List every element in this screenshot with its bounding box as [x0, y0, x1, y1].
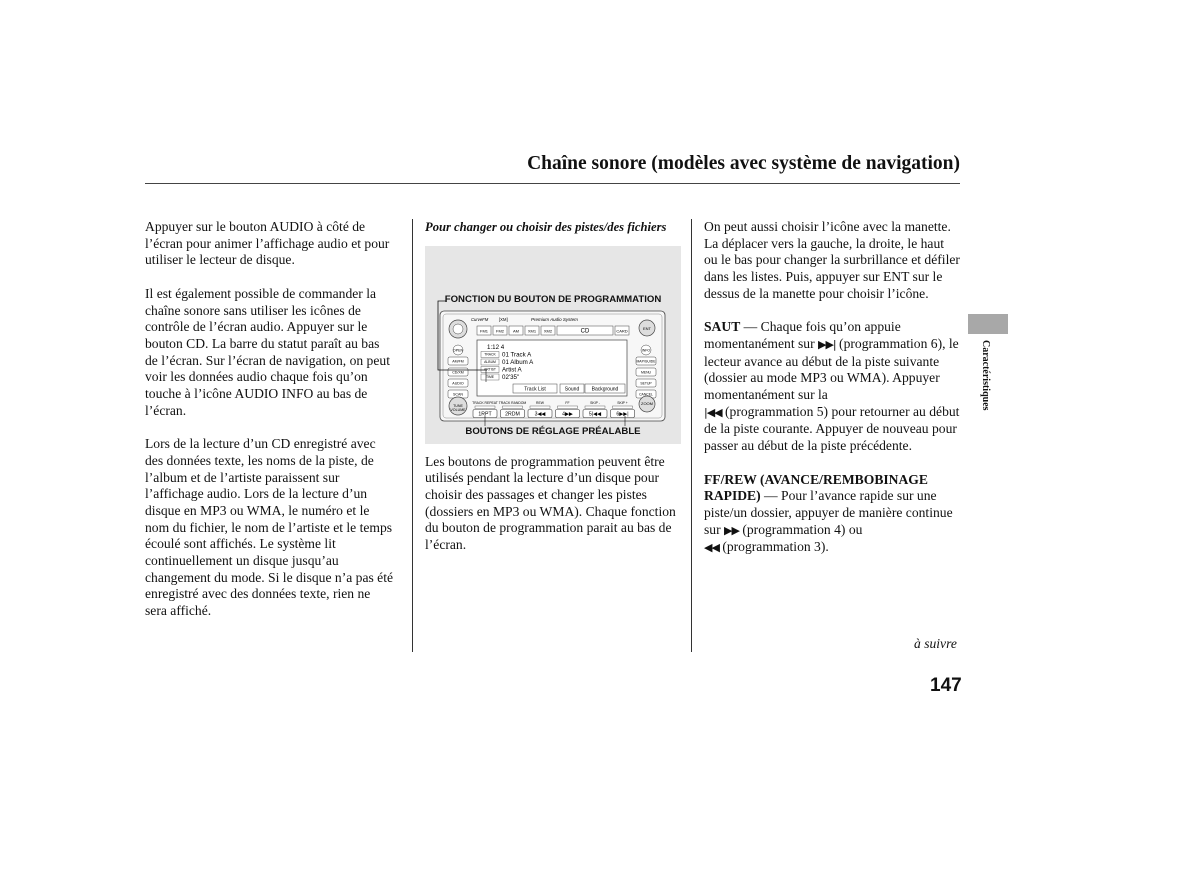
svg-text:CANCEL: CANCEL — [639, 392, 653, 396]
right-side-button[interactable] — [636, 368, 656, 376]
brand-label: Premium Audio System — [531, 316, 578, 322]
preset-function-label: FF — [565, 400, 570, 405]
svg-text:ZOOM: ZOOM — [641, 400, 653, 406]
svg-text:TIME: TIME — [485, 374, 495, 379]
svg-text:MAP/GUIDE: MAP/GUIDE — [636, 359, 656, 363]
svg-text:2RDM: 2RDM — [505, 410, 520, 417]
svg-text:ENT: ENT — [643, 325, 651, 331]
left-side-button[interactable] — [448, 379, 468, 387]
page-title: Chaîne sonore (modèles avec système de navigation) — [527, 153, 960, 174]
screen-button[interactable] — [560, 384, 584, 393]
column-middle — [425, 219, 683, 570]
left-side-button[interactable] — [453, 345, 464, 355]
svg-text:SETUP: SETUP — [640, 381, 652, 385]
screen-row — [481, 351, 532, 358]
paragraph: Les boutons de programmation peuvent être utilisés pendant la lecture d’un disque pour choisir des passages et changer les pistes (dossiers en MP3 ou WMA). Chaque fonction du bouton de programmation parait au bas de l’écran. — [425, 453, 676, 553]
column-divider — [691, 219, 692, 652]
preset-function-label: TRACK REPEAT — [472, 400, 498, 405]
preset-function-label: SKIP - — [590, 400, 600, 405]
screen-row — [487, 344, 505, 351]
screen-button[interactable] — [513, 384, 557, 393]
svg-text:AM: AM — [513, 328, 519, 333]
svg-text:FM2: FM2 — [496, 328, 504, 333]
svg-text:1RPT: 1RPT — [478, 410, 492, 417]
preset-function-label: SKIP + — [617, 400, 628, 405]
ffrew-paragraph: FF/REW (AVANCE/REMBOBINAGE RAPIDE) — Pour l’avance rapide sur une piste/un dossier, appuyer de manière continue sur ▶▶ (programmation 4) ou ◀◀ (programmation 3). — [704, 471, 953, 555]
saut-paragraph: SAUT — Chaque fois qu’on appuie momentanément sur ▶▶| (programmation 6), le lecteur avance au début de la piste suivante (dossier au mode MP3 ou WMA). Appuyer momentanément sur la |◀◀ (programmation 5) pour retourner au début de la piste courante. Appuyer de nouveau pour passer au début de la piste précédente. — [704, 319, 960, 454]
svg-text:MENU: MENU — [641, 370, 651, 374]
source-tab[interactable] — [493, 326, 507, 335]
preset-function-label: REW — [536, 400, 544, 405]
column-divider — [412, 219, 413, 652]
svg-text:XM1: XM1 — [527, 328, 537, 333]
figure-label-bottom: BOUTONS DE RÉGLAGE PRÉALABLE — [465, 425, 641, 437]
figure-label-top: FONCTION DU BOUTON DE PROGRAMMATION — [444, 293, 662, 305]
right-side-button[interactable] — [636, 357, 656, 365]
svg-text:01 Track A: 01 Track A — [502, 351, 532, 358]
svg-text:02'35": 02'35" — [502, 373, 520, 381]
svg-text:SCAN: SCAN — [453, 392, 463, 396]
svg-text:FM1: FM1 — [480, 328, 488, 333]
source-tab[interactable] — [525, 326, 539, 335]
source-tab[interactable] — [477, 326, 491, 335]
skip-back-icon: |◀◀ — [704, 405, 722, 419]
source-tab[interactable] — [509, 326, 523, 335]
svg-text:ARTIST: ARTIST — [484, 367, 496, 372]
audio-unit-diagram — [425, 246, 681, 444]
term-saut: SAUT — [704, 319, 741, 335]
svg-text:OPEN: OPEN — [452, 348, 464, 352]
svg-text:Artist A: Artist A — [502, 366, 522, 373]
svg-text:TRACK: TRACK — [484, 352, 496, 357]
svg-text:6▶▶|: 6▶▶| — [616, 410, 629, 417]
svg-text:[XM]: [XM] — [499, 316, 508, 322]
svg-text:XM2: XM2 — [543, 328, 553, 333]
preset-button[interactable] — [528, 409, 552, 417]
header-rule — [145, 183, 960, 184]
paragraph: On peut aussi choisir l’icône avec la manette. La déplacer vers la gauche, la droite, le haut ou le bas pour changer la surbrillance et défiler dans les listes. Puis, appuyer sur ENT sur le dessus de la manette pour choisir l’icône. — [704, 219, 960, 301]
paragraph: Il est également possible de commander la chaîne sonore sans utiliser les icônes de contrôle de l’écran audio. Appuyer sur le bouton CD. La barre du statut paraît au bas de l’écran. Sur l’écran de navigation, on peut voir les données audio chaque fois qu’on touche à l’icône AUDIO INFO au bas de l’écran. — [145, 285, 390, 418]
svg-text:5|◀◀: 5|◀◀ — [588, 410, 602, 417]
fast-forward-icon: ▶▶ — [724, 523, 739, 537]
column-right — [704, 219, 960, 574]
left-side-button[interactable] — [448, 368, 468, 376]
preset-button[interactable] — [501, 409, 525, 417]
audio-unit-figure — [425, 246, 681, 444]
svg-text:AM/FM: AM/FM — [452, 359, 464, 363]
left-side-button[interactable] — [448, 357, 468, 365]
paragraph: Lors de la lecture d’un CD enregistré avec des données texte, les noms de la piste, de l’album et de l’artiste paraissent sur l’affichage audio. Lors de la lecture d’un disque en MP3 ou WMA, le numéro et le nom du fichier, le nom de l’artiste et le temps écoulé sont affichés. Le système lit continuellement un disque jusqu’au changement du mode. Si le disque n’a pas été enregistré avec des données texte, rien ne sera affiché. — [145, 436, 394, 619]
screen-row — [481, 359, 534, 366]
svg-text:INFO: INFO — [641, 348, 651, 352]
right-side-button[interactable] — [641, 345, 651, 355]
svg-text:Sound: Sound — [564, 386, 580, 392]
skip-forward-icon: ▶▶| — [818, 337, 836, 351]
right-side-button[interactable] — [636, 379, 656, 387]
svg-text:TUNE: TUNE — [453, 403, 463, 408]
svg-text:1:12 4: 1:12 4 — [487, 343, 505, 351]
svg-text:01 Album A: 01 Album A — [502, 358, 534, 366]
preset-button[interactable] — [583, 409, 607, 417]
svg-text:Track List: Track List — [524, 386, 546, 392]
screen-button[interactable] — [585, 384, 625, 393]
svg-text:CD/XM: CD/XM — [452, 370, 464, 374]
term-ffrew: FF/REW (AVANCE/REMBOBINAGE RAPIDE) — [704, 471, 928, 504]
preset-function-label: TRACK RANDOM — [498, 400, 527, 405]
page-number: 147 — [930, 675, 962, 696]
source-tab[interactable] — [541, 326, 555, 335]
svg-text:CARD: CARD — [616, 328, 628, 333]
svg-text:AUDIO: AUDIO — [452, 381, 464, 385]
source-tab[interactable] — [615, 326, 629, 335]
svg-text:CurveFM: CurveFM — [471, 316, 489, 322]
svg-text:Background: Background — [591, 386, 619, 392]
section-tab-label: Caractéristiques — [980, 340, 991, 411]
svg-text:4▶▶: 4▶▶ — [562, 410, 573, 417]
preset-button[interactable] — [611, 409, 635, 417]
screen-row — [481, 366, 522, 373]
svg-text:VOLUME: VOLUME — [450, 407, 466, 412]
svg-text:CD: CD — [580, 328, 590, 334]
subheading: Pour changer ou choisir des pistes/des fichiers — [425, 220, 667, 234]
source-tab[interactable] — [557, 326, 613, 335]
svg-text:3◀◀: 3◀◀ — [534, 410, 546, 417]
continued-label: à suivre — [914, 636, 957, 651]
rewind-icon: ◀◀ — [704, 541, 719, 555]
svg-text:ALBUM: ALBUM — [484, 359, 496, 364]
preset-button[interactable] — [556, 409, 580, 417]
section-tab — [968, 314, 1008, 334]
column-left — [145, 219, 395, 637]
paragraph: Appuyer sur le bouton AUDIO à côté de l’écran pour animer l’affichage audio et pour utiliser le lecteur de disque. — [145, 219, 390, 268]
